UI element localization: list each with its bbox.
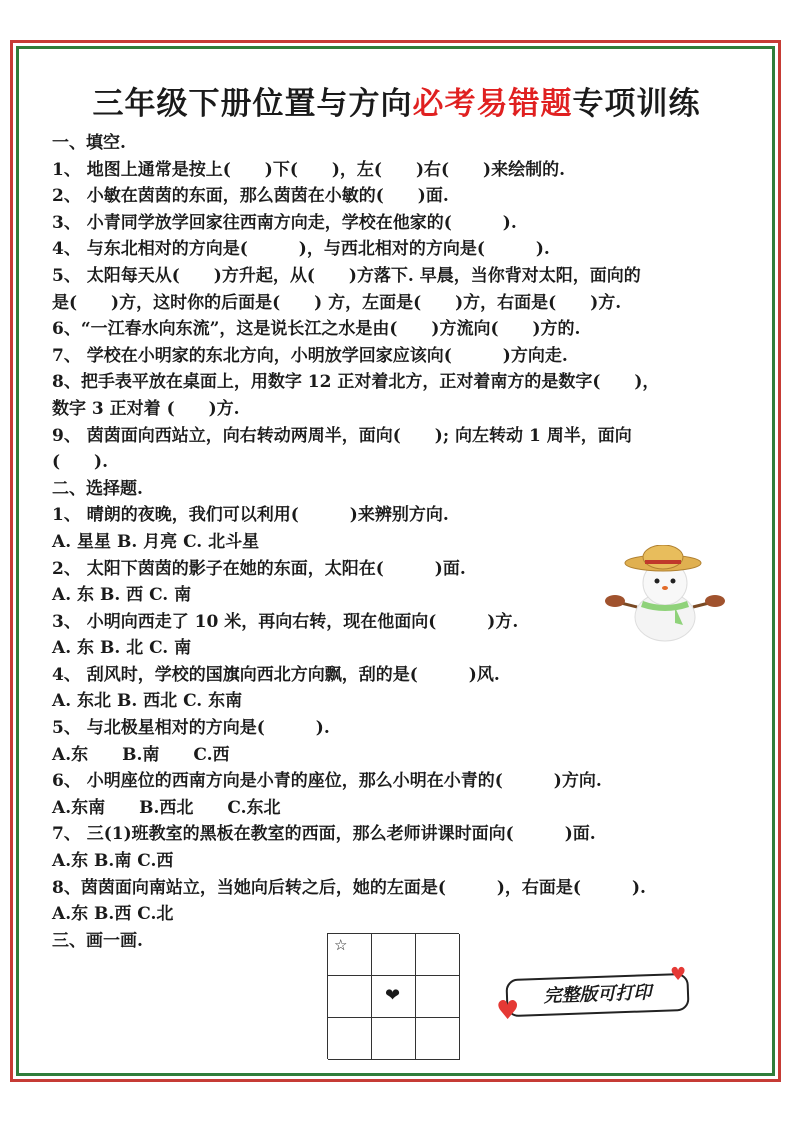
question-line: 1、 地图上通常是按上( )下( )，左( )右( )来绘制的. — [52, 159, 566, 180]
options-line: A.东 B.南 C.西 — [52, 744, 230, 765]
page-title — [0, 78, 793, 123]
grid-cell — [372, 1018, 416, 1060]
question-line: 1、 晴朗的夜晚，我们可以利用( )来辨别方向. — [52, 505, 449, 526]
question-line: 8、把手表平放在桌面上，用数字 12 正对着北方，正对着南方的是数字( )， — [52, 372, 660, 393]
question-line: 2、 小敏在茵茵的东面，那么茵茵在小敏的( )面. — [52, 186, 449, 207]
options-line: A. 星星 B. 月亮 C. 北斗星 — [52, 531, 260, 552]
question-line: 6、“一江春水向东流”，这是说长江之水是由( )方流向( )方的. — [52, 319, 581, 340]
question-line: 5、 太阳每天从( )方升起，从( )方落下. 早晨，当你背对太阳，面向的 — [52, 265, 641, 286]
grid-cell — [416, 1018, 460, 1060]
question-line: 数字 3 正对着 ( )方. — [52, 398, 240, 419]
options-line: A.东南 B.西北 C.东北 — [52, 797, 281, 818]
question-line: 9、 茵茵面向西站立，向右转动两周半，面向( ); 向左转动 1 周半，面向 — [52, 425, 632, 446]
section-choice: 二、选择题. — [52, 478, 143, 499]
draw-grid — [327, 933, 459, 1059]
title-part2: 专项训练 — [572, 86, 701, 122]
question-line: 6、 小明座位的西南方向是小青的座位，那么小明在小青的( )方向. — [52, 771, 602, 792]
section-fill-blank: 一、填空. — [52, 133, 126, 153]
section-draw: 三、画一画. — [52, 930, 143, 951]
question-line: 3、 小明向西走了 10 米，再向右转，现在他面向( )方. — [52, 611, 519, 632]
grid-cell — [372, 934, 416, 976]
options-line: A. 东 B. 北 C. 南 — [52, 638, 192, 659]
heart-deco-icon: ♥ — [670, 964, 687, 985]
options-line: A.东 B.南 C.西 — [52, 851, 174, 872]
question-line: ( ). — [52, 452, 109, 473]
options-line: A. 东 B. 西 C. 南 — [52, 585, 192, 606]
snowman-icon — [605, 545, 725, 645]
worksheet-content — [52, 130, 752, 954]
question-line: 4、 与东北相对的方向是( )，与西北相对的方向是( ). — [52, 239, 550, 260]
heart-deco-icon: ♥ — [496, 996, 520, 1026]
printable-badge: 完整版可打印 — [505, 973, 689, 1017]
grid-cell — [328, 1018, 372, 1060]
star-icon: ☆ — [334, 936, 348, 954]
grid-cell — [328, 934, 372, 976]
grid-cell — [372, 976, 416, 1018]
question-line: 7、 三(1)班教室的黑板在教室的西面，那么老师讲课时面向( )面. — [52, 824, 596, 845]
question-line: 7、 学校在小明家的东北方向，小明放学回家应该向( )方向走. — [52, 345, 568, 366]
options-line: A.东 B.西 C.北 — [52, 904, 174, 925]
question-line: 5、 与北极星相对的方向是( ). — [52, 718, 330, 739]
question-line: 4、 刮风时，学校的国旗向西北方向飘，刮的是( )风. — [52, 664, 500, 685]
question-line: 3、 小青同学放学回家往西南方向走，学校在他家的( ). — [52, 212, 517, 233]
question-line: 是( )方，这时你的后面是( ) 方，左面是( )方，右面是( )方. — [52, 292, 622, 313]
grid-cell — [416, 934, 460, 976]
heart-icon: ❤ — [385, 985, 401, 1006]
grid-cell — [416, 976, 460, 1018]
title-part1: 三年级下册位置与方向 — [92, 86, 413, 122]
question-line: 2、 太阳下茵茵的影子在她的东面，太阳在( )面. — [52, 558, 466, 579]
title-highlight: 必考易错题 — [412, 86, 573, 122]
question-line: 8、茵茵面向南站立，当她向后转之后，她的左面是( )，右面是( ). — [52, 877, 646, 898]
grid-cell — [328, 976, 372, 1018]
options-line: A. 东北 B. 西北 C. 东南 — [52, 691, 243, 712]
